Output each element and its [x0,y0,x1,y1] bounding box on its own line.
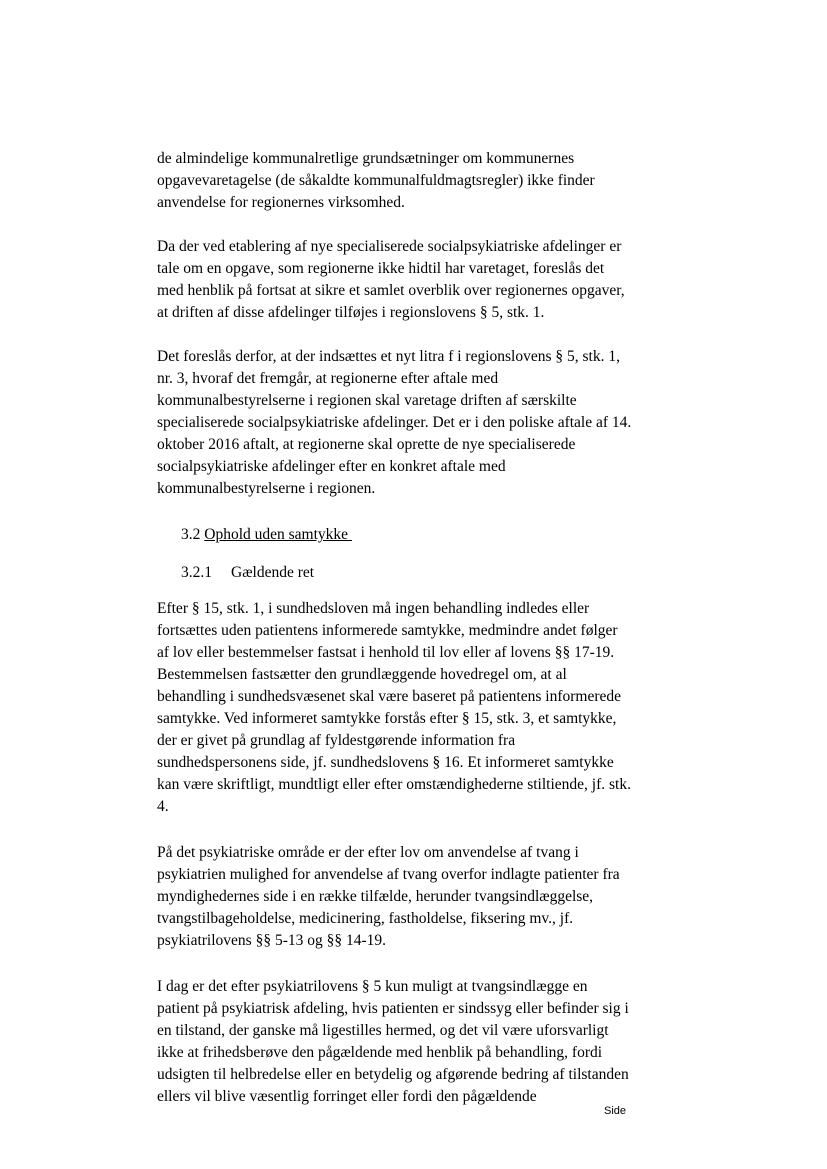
text-line: kommunalbestyrelserne i regionen skal varetage driften af særskilte [157,392,577,409]
text-line: med henblik på fortsat at sikre et samlet overblik over regionernes opgaver, [157,282,625,299]
text-line: nr. 3, hvoraf det fremgår, at regionerne efter aftale med [157,370,499,387]
text-line: patient på psykiatrisk afdeling, hvis patienten er sindssyg eller befinder sig i [157,1000,629,1017]
text-line: opgavevaretagelse (de såkaldte kommunalfuldmagtsregler) ikke finder [157,172,595,189]
text-line: Det foreslås derfor, at der indsættes et nyt litra f i regionslovens § 5, stk. 1, [157,348,620,365]
section-heading-3-2 [181,524,352,546]
section-title: Ophold uden samtykke [204,526,352,543]
text-line: Efter § 15, stk. 1, i sundhedsloven må ingen behandling indledes eller [157,600,590,617]
text-line: fortsættes uden patientens informerede samtykke, medmindre andet følger [157,622,618,639]
text-line: På det psykiatriske område er der efter lov om anvendelse af tvang i [157,844,579,861]
text-line: myndighedernes side i en række tilfælde, herunder tvangsindlæggelse, [157,888,594,905]
text-line: I dag er det efter psykiatrilovens § 5 kun muligt at tvangsindlægge en [157,978,588,995]
text-line: ikke at frihedsberøve den pågældende med henblik på behandling, fordi [157,1044,603,1061]
text-line: oktober 2016 aftalt, at regionerne skal oprette de nye specialiserede [157,436,576,453]
page-footer-label: Side [604,1105,627,1117]
text-line: sundhedspersonens side, jf. sundhedslovens § 16. Et informeret samtykke [157,754,614,771]
text-line: 4. [157,798,169,815]
text-line: Bestemmelsen fastsætter den grundlæggende hovedregel om, at al [157,666,567,683]
text-line: samtykke. Ved informeret samtykke forstås efter § 15, stk. 3, et samtykke, [157,710,617,727]
text-line: udsigten til helbredelse eller en betydelig og afgørende bedring af tilstanden [157,1066,629,1083]
section-title: Gældende ret [231,564,315,581]
text-line: tvangstilbageholdelse, medicinering, fastholdelse, fiksering mv., jf. [157,910,574,927]
text-line: psykiatrien mulighed for anvendelse af tvang overfor indlagte patienter fra [157,866,620,883]
text-line: der er givet på grundlag af fyldestgørende information fra [157,732,516,749]
text-line: psykiatrilovens §§ 5-13 og §§ 14-19. [157,932,387,949]
text-line: en tilstand, der ganske må ligestilles hermed, og det vil være uforsvarligt [157,1022,609,1039]
section-number: 3.2 [181,526,201,543]
text-line: af lov eller bestemmelser fastsat i henhold til lov eller af lovens §§ 17-19. [157,644,615,661]
text-line: kan være skriftligt, mundtligt eller efter omstændighederne stiltiende, jf. stk. [157,776,631,793]
text-line: Da der ved etablering af nye specialiserede socialpsykiatriske afdelinger er [157,238,622,255]
text-line: anvendelse for regionernes virksomhed. [157,194,405,211]
text-line: tale om en opgave, som regionerne ikke hidtil har varetaget, foreslås det [157,260,605,277]
text-line: de almindelige kommunalretlige grundsætninger om kommunernes [157,150,575,167]
section-heading-3-2-1 [181,562,314,584]
section-number: 3.2.1 [181,564,212,581]
text-line: behandling i sundhedsvæsenet skal være baseret på patientens informerede [157,688,622,705]
text-line: specialiserede socialpsykiatriske afdelinger. Det er i den poliske aftale af 14. [157,414,632,431]
text-line: ellers vil blive væsentlig forringet eller fordi den pågældende [157,1088,537,1105]
text-line: socialpsykiatriske afdelinger efter en konkret aftale med [157,458,506,475]
text-line: kommunalbestyrelserne i regionen. [157,480,376,497]
text-line: at driften af disse afdelinger tilføjes i regionslovens § 5, stk. 1. [157,304,545,321]
